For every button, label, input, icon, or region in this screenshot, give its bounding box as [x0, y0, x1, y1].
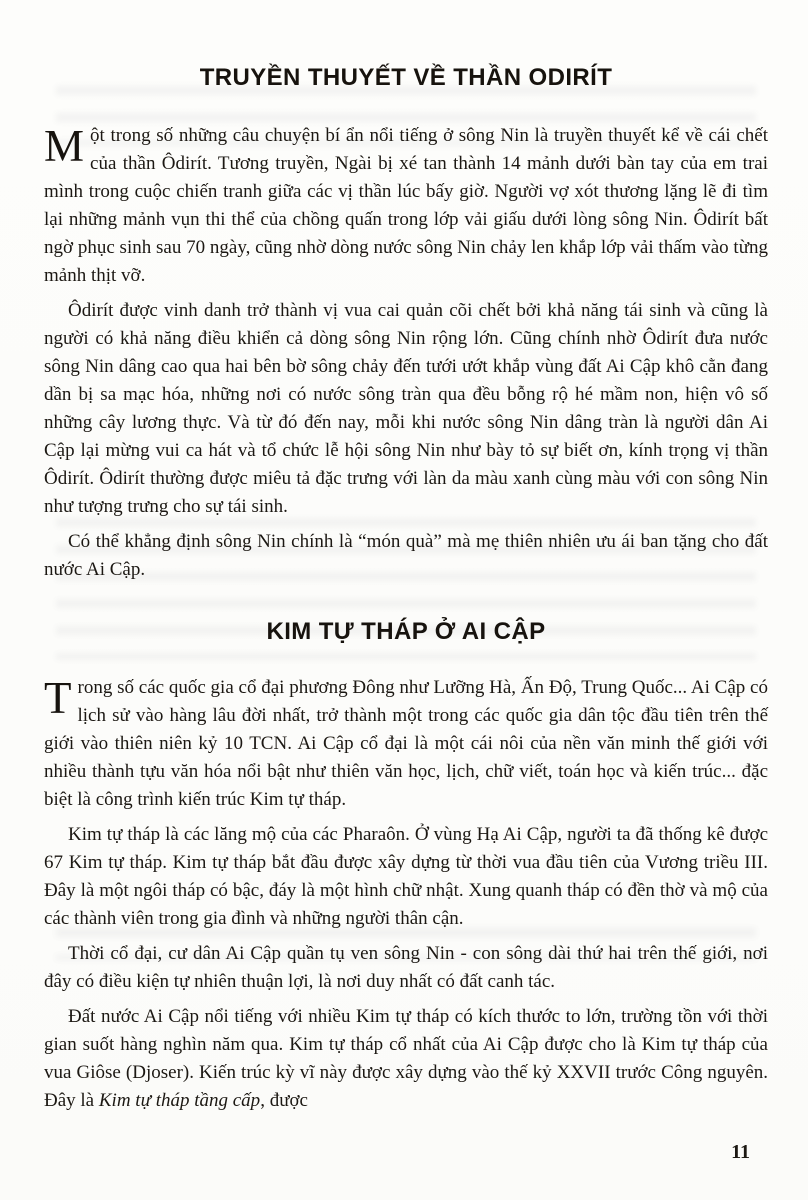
paragraph-text: rong số các quốc gia cổ đại phương Đông như Lưỡng Hà, Ấn Độ, Trung Quốc... Ai Cập có lịch sử vào hàng lâu đời nhất, trở thành một trong các quốc gia dân tộc đầu tiên trên thế giới vào thiên niên kỷ 10 TCN. Ai Cập cổ đại là một cái nôi của nền văn minh thế giới với nhiều thành tựu văn hóa nổi bật như thiên văn học, lịch, chữ viết, toán học và kiến trúc... đặc biệt là công trình kiến trúc Kim tự tháp.	[44, 677, 768, 810]
page-content	[44, 64, 768, 1115]
paragraph-pyramid-2	[44, 821, 768, 933]
paragraph-text: Thời cổ đại, cư dân Ai Cập quần tụ ven sông Nin - con sông dài thứ hai trên thế giới, nơi đây có điều kiện tự nhiên thuận lợi, là nơi duy nhất có đất canh tác.	[44, 943, 768, 992]
paragraph-text: Ôdirít được vinh danh trở thành vị vua cai quản cõi chết bởi khả năng tái sinh và cũng là người có khả năng điều khiển cả dòng sông Nin rộng lớn. Cũng chính nhờ Ôdirít đưa nước sông Nin dâng cao qua hai bên bờ sông chảy đến tưới ướt khắp vùng đất Ai Cập khô cằn đang dần bị sa mạc hóa, những nơi có nước sông tràn qua đều bỗng rộ hé mầm non, hiện vô số những cây lương thực. Và từ đó đến nay, mỗi khi nước sông Nin dâng tràn là người dân Ai Cập lại mừng vui ca hát và tổ chức lễ hội sông Nin như bày tỏ sự biết ơn, kính trọng vị thần Ôdirít. Ôdirít thường được miêu tả đặc trưng với làn da màu xanh cùng màu với con sông Nin như tượng trưng cho sự tái sinh.	[44, 300, 768, 517]
dropcap-letter: M	[44, 121, 85, 171]
section-title-pyramid: KIM TỰ THÁP Ở AI CẬP	[266, 618, 546, 645]
paragraph-text: , được	[260, 1090, 308, 1111]
page-number: 11	[731, 1141, 750, 1163]
paragraph-text: ột trong số những câu chuyện bí ẩn nổi tiếng ở sông Nin là truyền thuyết kể về cái chết của thần Ôdirít. Tương truyền, Ngài bị xé tan thành 14 mảnh dưới bàn tay của em trai mình trong cuộc chiến tranh giữa các vị thần lúc bấy giờ. Người vợ xót thương lặng lẽ đi tìm lại những mảnh vụn thi thể của chồng quấn trong lớp vải giấu dưới lòng sông Nin. Ôdirít bất ngờ phục sinh sau 70 ngày, cũng nhờ dòng nước sông Nin chảy len khắp lớp vải thấm vào từng mảnh thịt vỡ.	[44, 125, 768, 286]
paragraph-legend-1	[44, 122, 768, 290]
paragraph-pyramid-1	[44, 674, 768, 814]
dropcap-letter: T	[44, 673, 72, 723]
paragraph-text: Đất nước Ai Cập nổi tiếng với nhiều Kim tự tháp có kích thước to lớn, trường tồn với thời gian suốt hàng nghìn năm qua. Kim tự tháp cổ nhất của Ai Cập được cho là Kim tự tháp của vua Giôse (Djoser). Kiến trúc kỳ vĩ này được xây dựng vào thế kỷ XXVII trước Công nguyên. Đây là	[44, 1006, 768, 1111]
paragraph-pyramid-3	[44, 940, 768, 996]
paragraph-text: Kim tự tháp là các lăng mộ của các Pharaôn. Ở vùng Hạ Ai Cập, người ta đã thống kê được 67 Kim tự tháp. Kim tự tháp bắt đầu được xây dựng từ thời vua đầu tiên của Vương triều III. Đây là một ngôi tháp có bậc, đáy là một hình chữ nhật. Xung quanh tháp có đền thờ và mộ của các thành viên trong gia đình và những người thân cận.	[44, 824, 768, 929]
paragraph-text-italic: Kim tự tháp tầng cấp	[98, 1090, 261, 1111]
paragraph-pyramid-4	[44, 1003, 768, 1115]
paragraph-legend-2	[44, 297, 768, 521]
paragraph-legend-3	[44, 528, 768, 584]
section-title-legend: TRUYỀN THUYẾT VỀ THẦN ODIRÍT	[199, 64, 613, 91]
paragraph-text: Có thể khẳng định sông Nin chính là “món quà” mà mẹ thiên nhiên ưu ái ban tặng cho đất nước Ai Cập.	[44, 531, 768, 580]
